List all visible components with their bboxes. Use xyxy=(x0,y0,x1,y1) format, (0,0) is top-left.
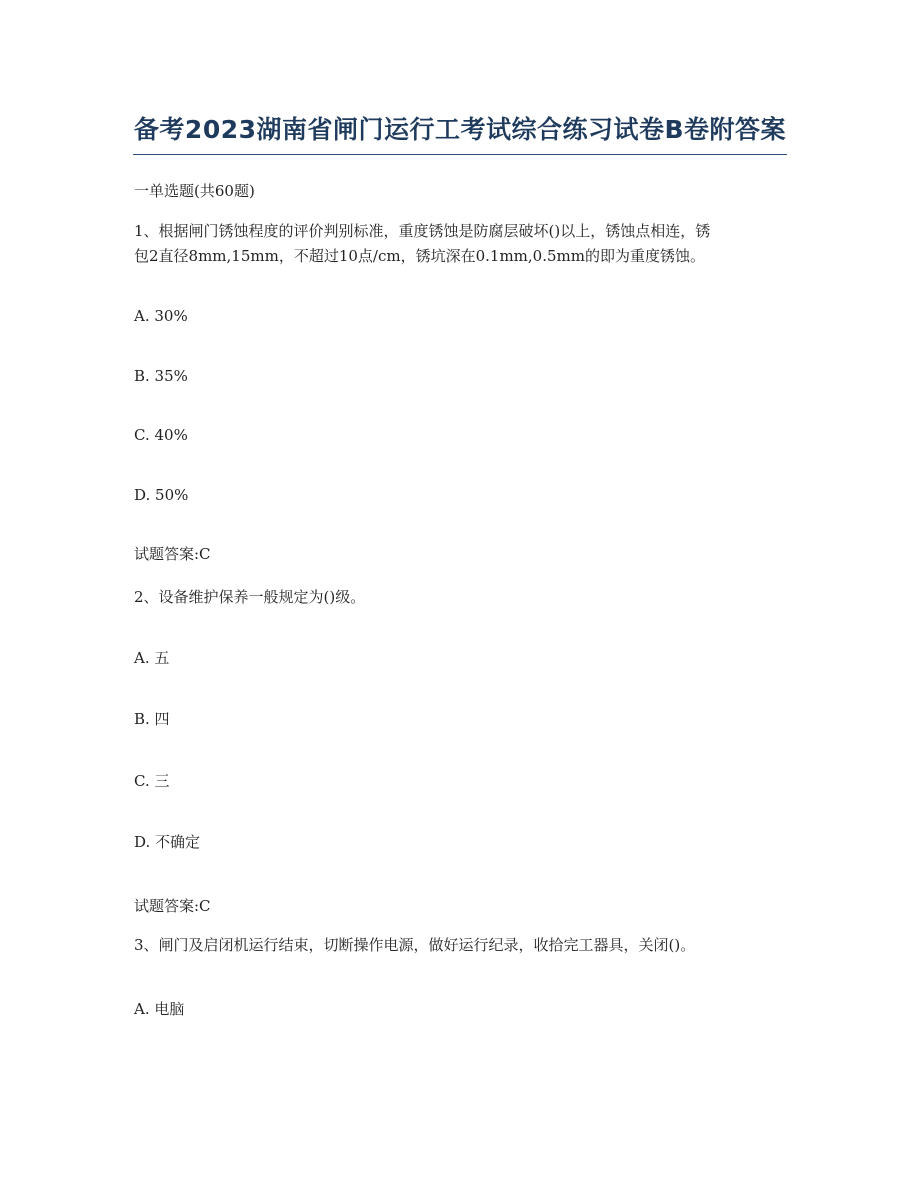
title-underline xyxy=(133,154,787,155)
question-2-option-c: C. 三 xyxy=(134,772,170,790)
question-2-answer: 试题答案:C xyxy=(134,897,211,915)
question-1-stem-line-2: 包2直径8mm,15mm，不超过10点/cm，锈坑深在0.1mm,0.5mm的即为重度锈蚀。 xyxy=(134,247,705,265)
question-2-option-a: A. 五 xyxy=(134,649,170,667)
section-heading: 一单选题(共60题) xyxy=(134,182,255,200)
question-1-answer: 试题答案:C xyxy=(134,545,211,563)
question-2-option-d: D. 不确定 xyxy=(134,833,201,851)
question-1-option-c: C. 40% xyxy=(134,426,188,444)
question-2-option-b: B. 四 xyxy=(134,710,170,728)
question-3-option-a: A. 电脑 xyxy=(134,1000,185,1018)
question-1-option-a: A. 30% xyxy=(134,307,188,325)
question-2-stem: 2、设备维护保养一般规定为()级。 xyxy=(134,588,366,606)
question-3-stem: 3、闸门及启闭机运行结束，切断操作电源，做好运行纪录，收拾完工器具，关闭()。 xyxy=(134,936,696,954)
question-1-option-d: D. 50% xyxy=(134,486,189,504)
document-title: 备考2023湖南省闸门运行工考试综合练习试卷B卷附答案 xyxy=(133,115,787,144)
question-1-option-b: B. 35% xyxy=(134,367,188,385)
question-1-stem-line-1: 1、根据闸门锈蚀程度的评价判别标准，重度锈蚀是防腐层破坏()以上，锈蚀点相连，锈 xyxy=(134,222,711,240)
